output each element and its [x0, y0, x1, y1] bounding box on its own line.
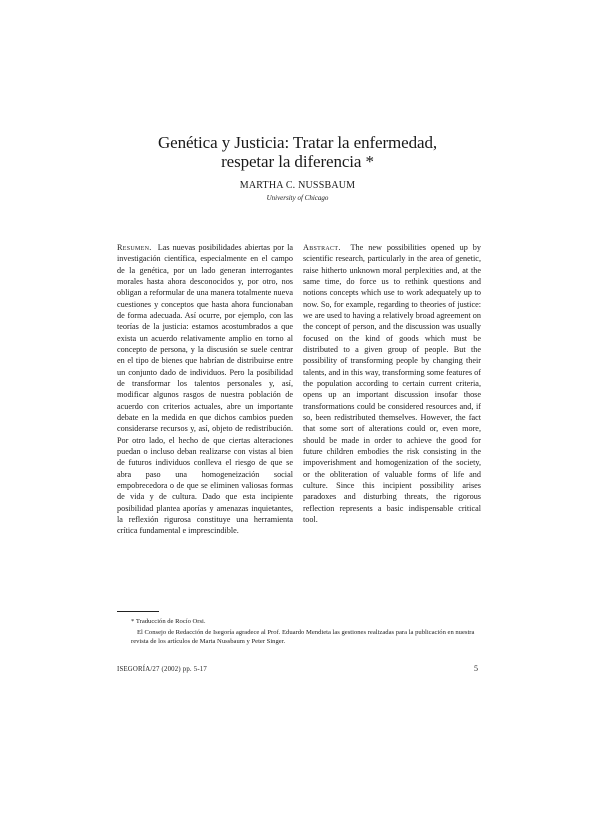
page-number: 5	[474, 664, 478, 673]
author-affiliation: University of Chicago	[266, 194, 329, 202]
resumen-column	[117, 242, 293, 537]
title-line-2: respetar la diferencia *	[221, 152, 374, 171]
journal-reference: ISEGORÍA/27 (2002) pp. 5-17	[117, 666, 207, 673]
article-title	[100, 133, 495, 171]
footnote-translation: * Traducción de Rocío Orsi.	[131, 618, 206, 625]
abstract-paragraph	[303, 242, 481, 525]
footnote-divider	[117, 611, 159, 612]
resumen-label: Resumen.	[117, 243, 152, 252]
footnote-acknowledgement	[131, 628, 481, 646]
author-name: MARTHA C. NUSSBAUM	[239, 180, 356, 191]
title-line-1: Genética y Justicia: Tratar la enfermedad,	[157, 133, 438, 152]
abstract-column	[303, 242, 481, 525]
abstract-label: Abstract.	[303, 243, 341, 252]
resumen-text: Las nuevas posibilidades abiertas por la investigación científica, especialmente en el campo de la genética, por un lado generan interrogantes morales hasta ahora desconocidos y, por otro, nos obligan a reformular de una manera totalmente nueva cuestiones y conceptos que hasta ahora funcionaban de forma adecuada. Así ocurre, por ejemplo, con las teorías de la justicia: estamos acostumbrados a que exista un acuerdo relativamente amplio en torno al concepto de persona, y la discusión se suele centrar en el tipo de bienes que habrían de distribuirse entre un conjunto dado de individuos. Pero la posibilidad de transformar los talentos personales y, así, modificar algunos rasgos de nuestra población de acuerdo con criterios actuales, abre un importante debate en la medida en que dichos cambios pueden considerarse recursos y, así, objeto de redistribución. Por otro lado, el hecho de que ciertas alteraciones puedan o incluso deban realizarse con vistas al bien de futuros individuos conlleva el riesgo de que se abra paso una homogeneización social empobrecedora o de que se eliminen valiosas formas de vida y de cultura. Dado que esta incipiente posibilidad plantea aporías y amenazas inquietantes, la reflexión rigurosa constituye una herramienta crítica fundamental e imprescindible.	[117, 243, 294, 536]
footnote-acknowledgement-text: El Consejo de Redacción de Isegoría agradece al Prof. Eduardo Mendieta las gestiones realizadas para la publicación en nuestra revista de los artículos de Marta Nussbaum y Peter Singer.	[131, 629, 475, 645]
abstract-text: The new possibilities opened up by scientific research, particularly in the area of genetic, raise hitherto unknown moral perplexities and, at the same time, do force us to rethink questions and notions concepts which use to work adequately up to now. So, for example, regarding to theories of justice: we are used to having a relatively broad agreement on the concept of person, and the discussion was usually focused on the kind of goods which must be distributed to a given group of people. But the possibility of transforming people by changing their talents, and in this way, transforming some features of the population according to certain current criteria, opens up an important discussion insofar those transformations could be considered resources and, if so, been redistributed themselves. However, the fact that some sort of alterations could or, even more, should be made in order to achieve the good for future children embodies the risk consisting in the impoverishment and homogenization of the society, or the obliteration of valuable forms of life and culture. Since this incipient possibility arises paradoxes and disturbing threats, the rigorous reflection represents a basic indispensable critical tool.	[303, 243, 481, 524]
resumen-paragraph	[117, 242, 293, 537]
